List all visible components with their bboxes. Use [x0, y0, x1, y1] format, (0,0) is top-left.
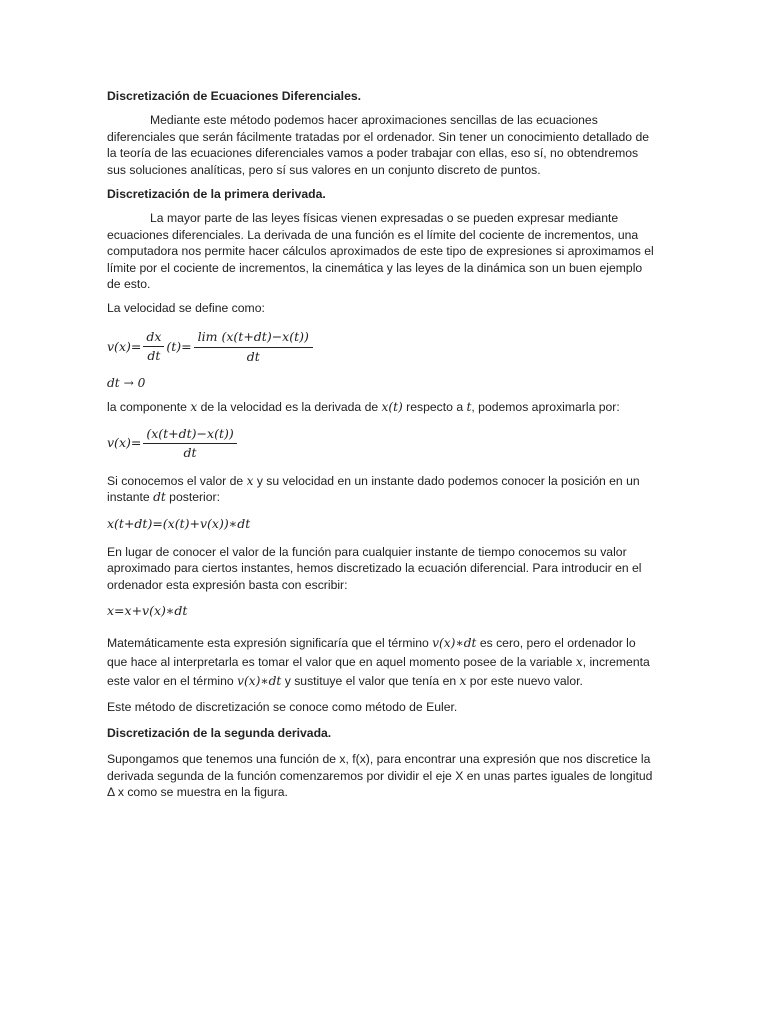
velocity-definition-text: La velocidad se define como:: [107, 301, 265, 316]
eq1-small-denominator: dt: [147, 348, 161, 364]
text-fragment: por este nuevo valor.: [466, 673, 583, 688]
text-fragment: es cero, pero el ordenador lo que hace al interpretarla es tomar el valor que en aquel momento posee de la variable: [107, 635, 636, 669]
second-derivative-paragraph: Supongamos que tenemos una función de x, f(x), para encontrar una expresión que nos discretice la derivada segunda de la función comenzaremos por dividir el eje X en unas partes iguales de longitud Δ x como se muestra en la figura.: [107, 752, 653, 800]
section-heading-first-derivative: Discretización de la primera derivada.: [107, 187, 326, 202]
text-fragment: Si conocemos el valor de: [107, 473, 247, 488]
text-fragment: respecto a: [402, 400, 467, 415]
eq1-limit-numerator: lim (x(t+dt)−x(t)): [194, 329, 313, 348]
inline-math-xt: x(t): [381, 400, 403, 415]
eq1-mid: (t)=: [166, 338, 192, 354]
eq1-derivative-fraction: [143, 329, 164, 364]
inline-math-term: v(x)∗dt: [237, 673, 282, 688]
inline-math-x: x: [575, 654, 583, 669]
eq1-small-numerator: dx: [143, 329, 164, 347]
inline-math-t: t: [466, 400, 472, 415]
text-fragment: , podemos aproximarla por:: [471, 400, 620, 415]
text-fragment: y su velocidad en un instante dado podemos conocer la posición en un instante: [107, 473, 640, 505]
position-update-equation: x(t+dt)=(x(t)+v(x))∗dt: [107, 515, 251, 531]
section-heading-second-derivative: Discretización de la segunda derivada.: [107, 725, 332, 740]
document-title: Discretización de Ecuaciones Diferenciales.: [107, 89, 362, 103]
document-page: [107, 88, 659, 807]
discretization-paragraph: En lugar de conocer el valor de la función para cualquier instante de tiempo conocemos su valor aproximado para ciertos instantes, hemos discretizado la ecuación diferencial. Para introducir en el ordenador esta expresión basta con escribir:: [107, 544, 642, 592]
inline-math-x: x: [459, 673, 467, 688]
text-fragment: , incrementa este valor en el término: [107, 654, 650, 688]
velocity-approximation-equation: [107, 426, 659, 461]
text-fragment: Matemáticamente esta expresión significaría que el término: [107, 635, 433, 650]
eq2-denominator: dt: [183, 444, 197, 460]
inline-math-x: x: [190, 400, 198, 415]
eq1-limit-fraction: [194, 329, 313, 365]
first-derivative-paragraph: La mayor parte de las leyes físicas vienen expresadas o se pueden expresar mediante ecuaciones diferenciales. La derivada de una función es el límite del cociente de incrementos, una computadora nos permite hacer cálculos aproximados de este tipo de expresiones si aproximamos el límite por el cociente de incrementos, la cinemática y las leyes de la dinámica son un buen ejemplo de esto.: [107, 211, 654, 292]
intro-paragraph: Mediante este método podemos hacer aproximaciones sencillas de las ecuaciones diferenciales que serán fácilmente tratadas por el ordenador. Sin tener un conocimiento detallado de la teoría de las ecuaciones diferenciales vamos a poder trabajar con ellas, eso sí, no obtendremos sus soluciones analíticas, pero sí sus valores en un conjunto discreto de puntos.: [107, 113, 650, 177]
eq2-fraction: [143, 426, 236, 461]
inline-math-x: x: [246, 473, 254, 488]
eq2-numerator: (x(t+dt)−x(t)): [143, 426, 236, 444]
text-fragment: posterior:: [165, 490, 220, 505]
text-fragment: y sustituye el valor que tenía en: [281, 673, 460, 688]
eq1-limit-denominator: dt: [246, 348, 260, 364]
inline-math-term: v(x)∗dt: [432, 635, 477, 650]
velocity-definition-equation: [107, 329, 659, 365]
position-paragraph: [107, 473, 659, 506]
eq2-lhs: v(x)=: [107, 434, 142, 450]
text-fragment: la componente: [107, 400, 191, 415]
limit-condition: dt → 0: [107, 375, 146, 390]
inline-math-dt: dt: [153, 490, 166, 505]
interpretation-paragraph: [107, 634, 659, 691]
assignment-equation: x=x+v(x)∗dt: [107, 603, 188, 619]
component-paragraph: [107, 399, 659, 415]
euler-method-text: Este método de discretización se conoce como método de Euler.: [107, 699, 458, 714]
eq1-lhs: v(x)=: [107, 338, 142, 354]
text-fragment: de la velocidad es la derivada de: [197, 400, 382, 415]
